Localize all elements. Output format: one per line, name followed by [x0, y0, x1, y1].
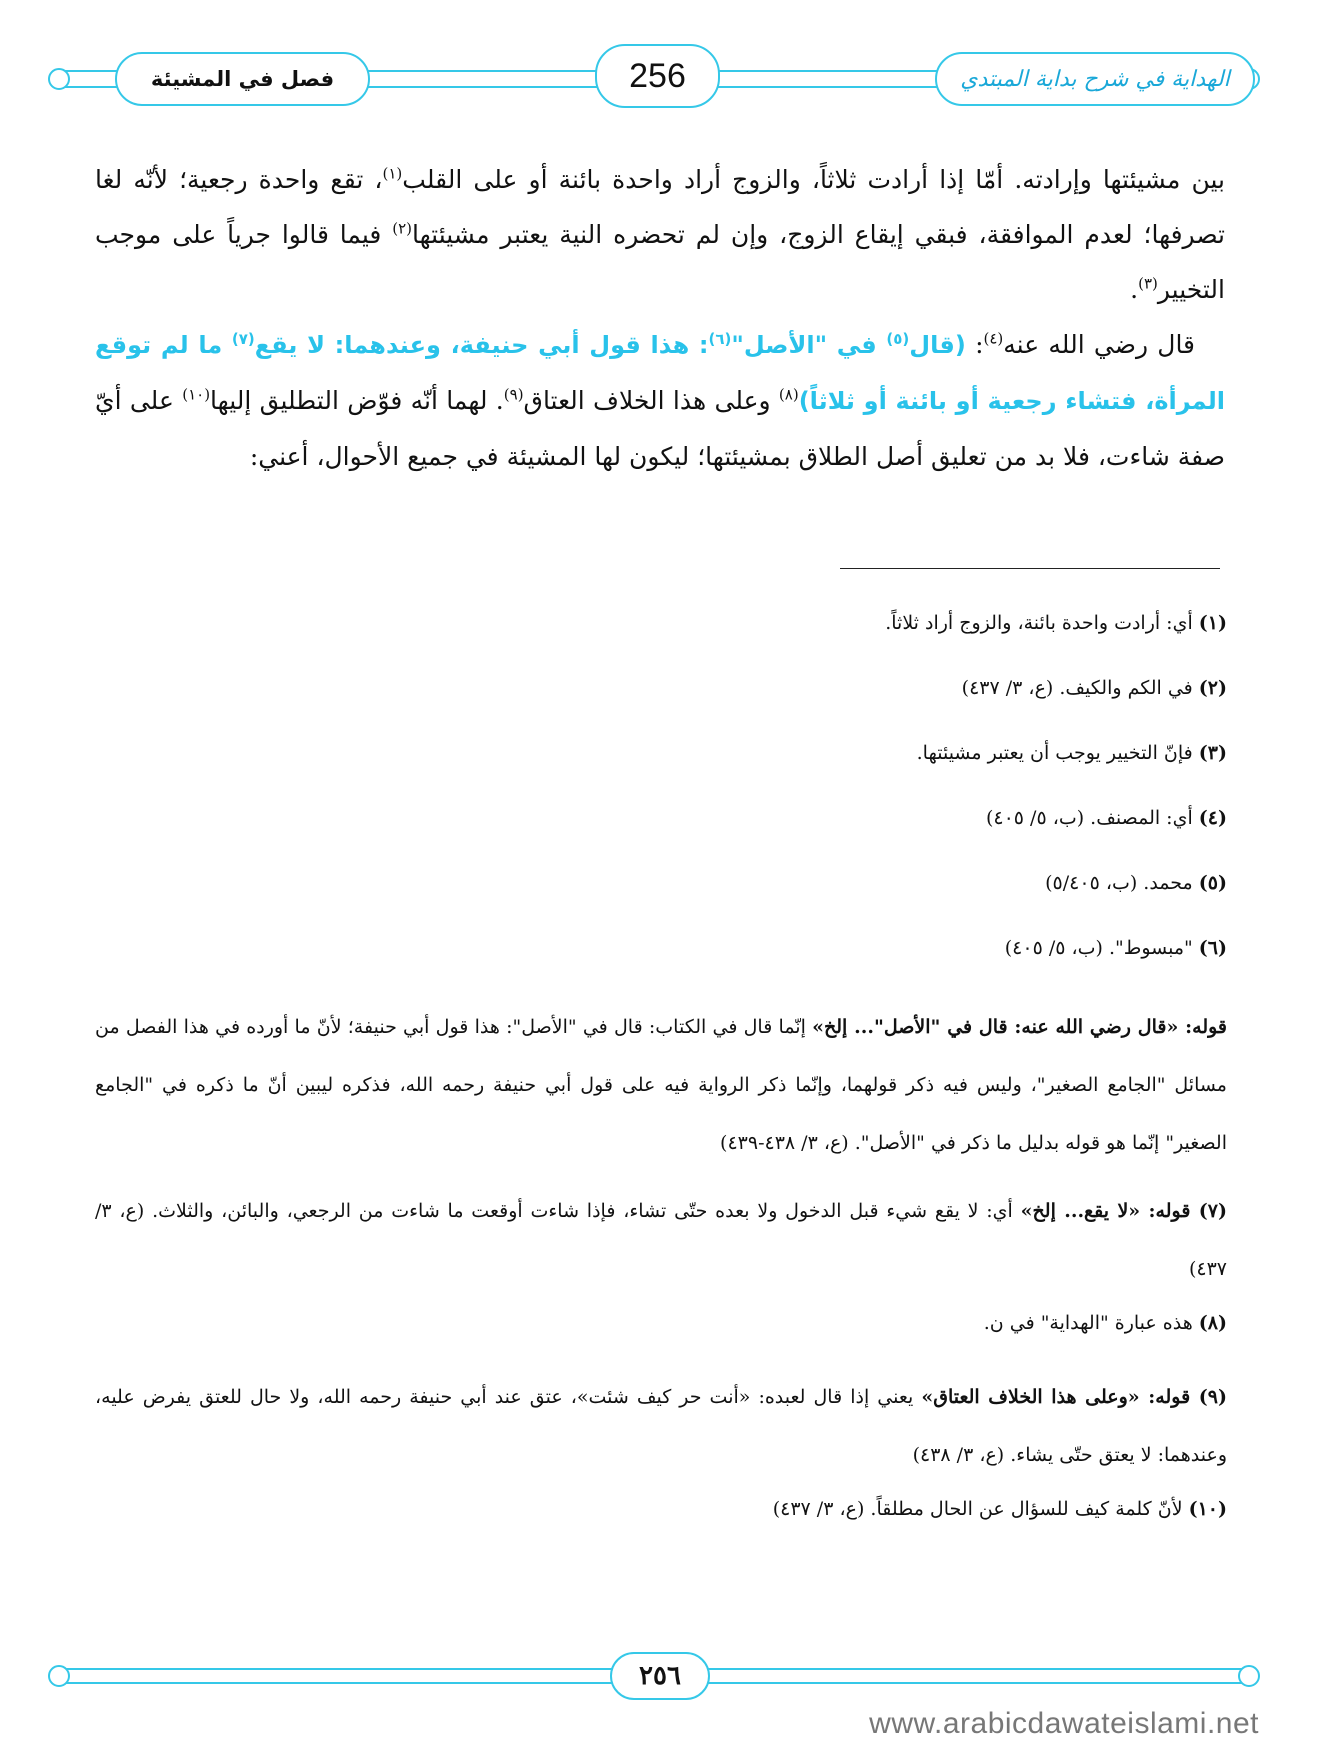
footnote-6: (٦) "مبسوط". (ب، ٥/ ٤٠٥) — [1004, 937, 1227, 959]
commentary-note: قوله: «قال رضي الله عنه: قال في "الأصل"... إلخ» إنّما قال في الكتاب: قال في "الأصل": هذا قول أبي حنيفة؛ لأنّ ما أورده في هذا الفصل من مسائل "الجامع الصغير"، وليس فيه ذكر قولهما، وإنّما ذكر الرواية فيه على قول أبي حنيفة رحمه الله، فذكره ليبين أنّ ما ذكره في "الجامع الصغير" إنّما هو قوله بدليل ما ذكر في "الأصل". (ع، ٣/ ٤٣٨-٤٣٩) — [95, 1016, 1228, 1154]
footnote-ref-6: (٦) — [708, 330, 732, 348]
footnote-ref-7: (٧) — [231, 330, 255, 348]
footnote-ref-3: (٣) — [1138, 274, 1158, 293]
highlighted-matn: (قال$^{(٥)}$ في "الأصل"$^{(٦)}$: هذا قول أبي حنيفة، وعندهما: لا يقع$^{(٧)}$ ما لم توقع المرأة، فتشاء رجعية أو بائنة أو ثلاثاً) — [95, 330, 1226, 415]
footnote-ref-5: (٥) — [886, 330, 910, 348]
footnote-1: (١) أي: أرادت واحدة بائنة، والزوج أراد ثلاثاً. — [885, 612, 1227, 634]
footnote-3: (٣) فإنّ التخيير يوجب أن يعتبر مشيئتها. — [916, 742, 1227, 764]
footnote-ref-8: (٨) — [778, 385, 799, 404]
footnotes — [95, 608, 1227, 1559]
page-number-box — [595, 44, 720, 108]
footnote-divider — [840, 568, 1220, 569]
footnote-4: (٤) أي: المصنف. (ب، ٥/ ٤٠٥) — [985, 807, 1227, 829]
page-number: 256 — [629, 56, 686, 95]
chapter-title: فصل في المشيئة — [150, 67, 335, 91]
book-title: الهداية في شرح بداية المبتدي — [960, 66, 1230, 92]
footnote-8: (٨) هذه عبارة "الهداية" في ن. — [983, 1312, 1227, 1334]
footer-ornament-left — [48, 1665, 70, 1687]
footnote-10: (١٠) لأنّ كلمة كيف للسؤال عن الحال مطلقاً. (ع، ٣/ ٤٣٧) — [772, 1498, 1227, 1520]
paragraph-1: بين مشيئتها وإرادته. أمّا إذا أرادت ثلاثاً، والزوج أراد واحدة بائنة أو على القلب$^{(١)}$، تقع واحدة رجعية؛ لأنّه لغا تصرفها؛ لعدم الموافقة، فبقي إيقاع الزوج، وإن لم تحضره النية يعتبر مشيئتها$^{(٢)}$ فيما قالوا جرياً على موجب التخيير$^{(٣)}$. — [95, 164, 1225, 304]
website-url: www.arabicdawateislami.net — [869, 1707, 1259, 1740]
footnote-ref-1: (١) — [382, 164, 403, 183]
header-ornament-left — [48, 68, 70, 90]
footnote-7: (٧) قوله: «لا يقع... إلخ» أي: لا يقع شيء قبل الدخول ولا بعده حتّى تشاء، فإذا شاءت أوقعت ما شاءت من الرجعي، والبائن، والثلاث. (ع، ٣/ ٤٣٧) — [95, 1200, 1227, 1280]
footer-page-number-box — [610, 1652, 710, 1700]
footnote-ref-10: (١٠) — [182, 385, 211, 404]
footnote-ref-9: (٩) — [503, 385, 524, 404]
footnote-5: (٥) محمد. (ب، ٥/٤٠٥) — [1045, 872, 1227, 894]
paragraph-2: قال رضي الله عنه$^{(٤)}$: (قال$^{(٥)}$ في "الأصل"$^{(٦)}$: هذا قول أبي حنيفة، وعندهما: لا يقع$^{(٧)}$ ما لم توقع المرأة، فتشاء رجعية أو بائنة أو ثلاثاً)$^{(٨)}$ وعلى هذا الخلاف العتاق$^{(٩)}$. لهما أنّه فوّض التطليق إليها$^{(١٠)}$ على أيّ صفة شاءت، فلا بد من تعليق أصل الطلاق بمشيئتها؛ ليكون لها المشيئة في جميع الأحوال، أعني: — [95, 329, 1226, 471]
footer-ornament-right — [1238, 1665, 1260, 1687]
footnote-ref-4: (٤) — [983, 329, 1004, 348]
main-text — [95, 152, 1225, 484]
footer-page-number: ٢٥٦ — [639, 1661, 681, 1691]
chapter-title-box — [115, 52, 370, 106]
footnote-2: (٢) في الكم والكيف. (ع، ٣/ ٤٣٧) — [961, 677, 1227, 699]
footnote-9: (٩) قوله: «وعلى هذا الخلاف العتاق» يعني إذا قال لعبده: «أنت حر كيف شئت»، عتق عند أبي حنيفة رحمه الله، ولا حال للعتق يفرض عليه، وعندهما: لا يعتق حتّى يشاء. (ع، ٣/ ٤٣٨) — [95, 1386, 1228, 1466]
book-title-box — [935, 52, 1255, 106]
footnote-ref-2: (٢) — [392, 219, 413, 238]
